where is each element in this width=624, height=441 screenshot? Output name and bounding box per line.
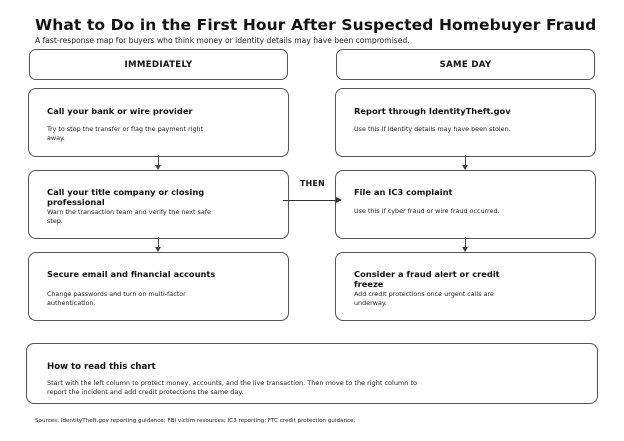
step-card-fraud-alert bbox=[335, 252, 596, 321]
step-card-identitytheft-report bbox=[335, 88, 596, 157]
step-title: Secure email and financial accounts bbox=[47, 269, 216, 279]
flow-arrow-down bbox=[158, 155, 159, 169]
step-card-secure-accounts bbox=[28, 252, 289, 321]
flow-arrow-down bbox=[465, 155, 466, 169]
step-title: File an IC3 complaint bbox=[354, 187, 453, 197]
flow-arrow-down bbox=[465, 237, 466, 251]
flow-arrow-down bbox=[158, 237, 159, 251]
step-card-call-bank bbox=[28, 88, 289, 157]
step-title: Call your title company or closing professional bbox=[47, 187, 205, 207]
column-header-same-day: SAME DAY bbox=[336, 49, 595, 80]
step-description: Use this if identity details may have been stolen. bbox=[354, 125, 511, 133]
step-description: Warn the transaction team and verify the next safe step. bbox=[47, 208, 211, 225]
legend-text: Start with the left column to protect money, accounts, and the live transaction. Then move to the right column to report the incident and add credit protections the same day. bbox=[47, 379, 417, 396]
step-description: Use this if cyber fraud or wire fraud occurred. bbox=[354, 207, 500, 215]
column-header-immediately: IMMEDIATELY bbox=[29, 49, 288, 80]
step-title: Call your bank or wire provider bbox=[47, 106, 193, 116]
flow-arrow-right bbox=[283, 200, 341, 201]
step-title: Consider a fraud alert or credit freeze bbox=[354, 269, 500, 289]
page-subtitle: A fast-response map for buyers who think money or identity details may have been compromised. bbox=[35, 36, 410, 45]
step-description: Add credit protections once urgent calls are underway. bbox=[354, 290, 494, 307]
sources-footnote: Sources: IdentityTheft.gov reporting guidance; FBI victim resources; IC3 reporting; FTC credit protection guidance. bbox=[35, 418, 356, 424]
legend-title: How to read this chart bbox=[47, 362, 156, 372]
step-description: Change passwords and turn on multi-factor authentication. bbox=[47, 290, 186, 307]
step-title: Report through IdentityTheft.gov bbox=[354, 106, 511, 116]
page-title: What to Do in the First Hour After Suspected Homebuyer Fraud bbox=[35, 16, 597, 34]
then-connector-label: THEN bbox=[300, 179, 325, 188]
step-card-call-title-company bbox=[28, 170, 289, 239]
how-to-read-box bbox=[26, 343, 598, 404]
step-card-ic3-complaint bbox=[335, 170, 596, 239]
step-description: Try to stop the transfer or flag the payment right away. bbox=[47, 125, 204, 142]
